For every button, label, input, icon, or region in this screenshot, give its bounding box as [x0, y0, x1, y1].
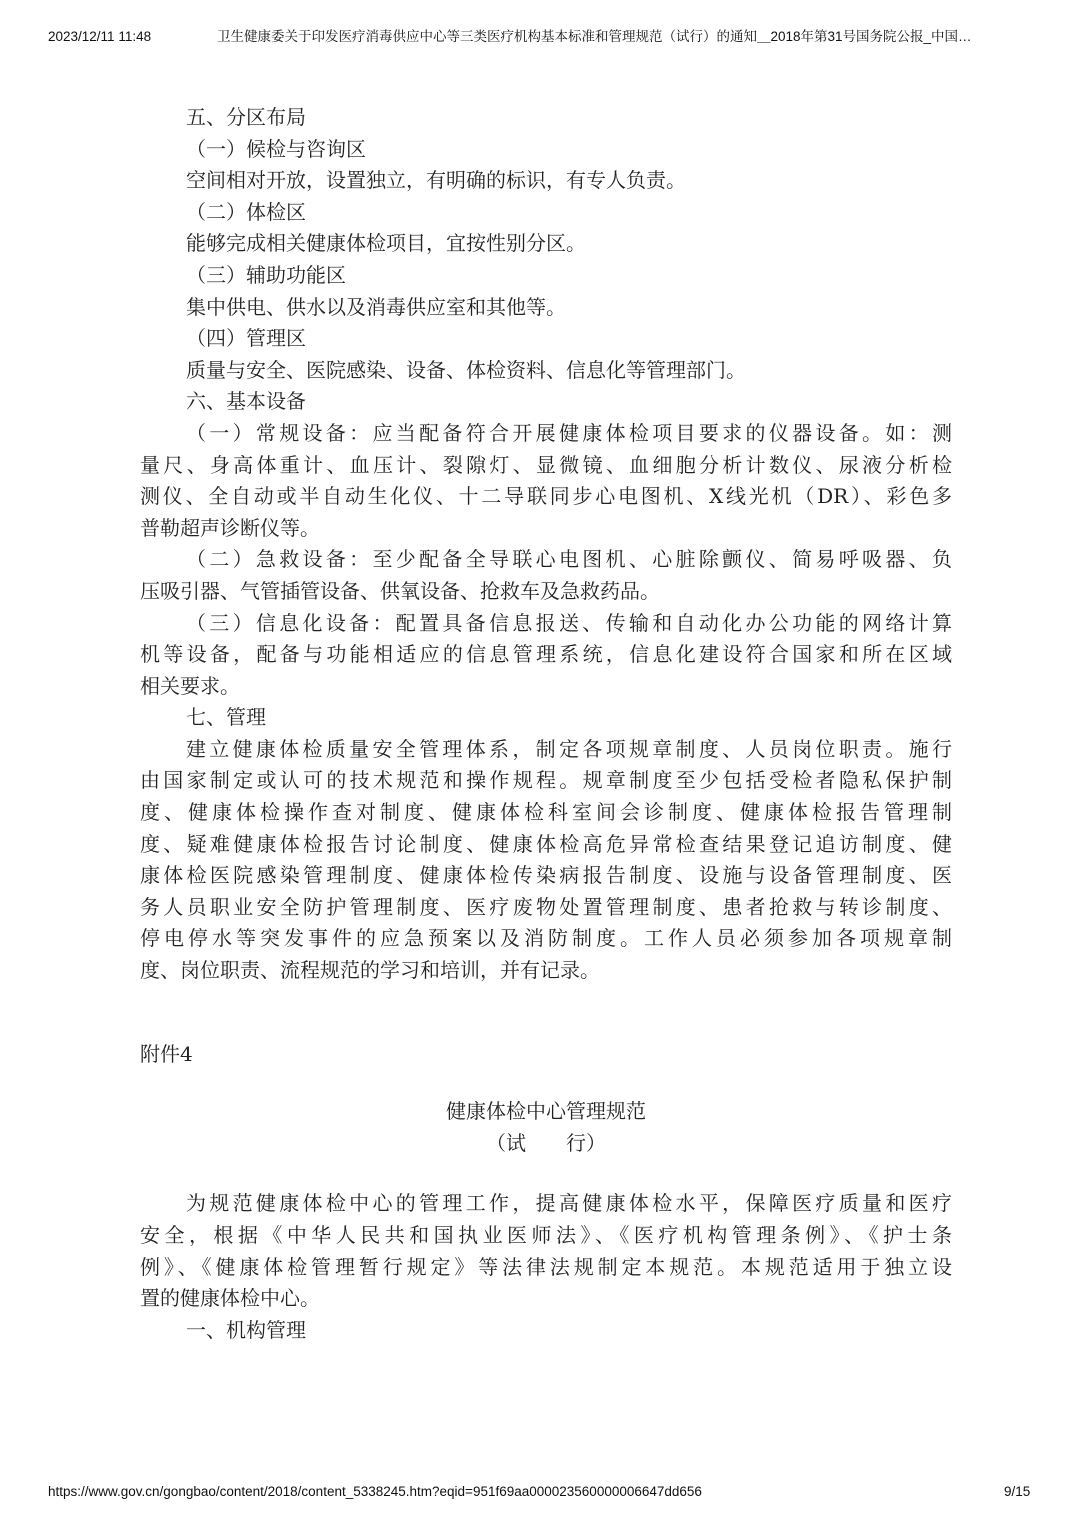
subsection-title: （三）辅助功能区	[186, 262, 346, 287]
subsection-text: 集中供电、供水以及消毒供应室和其他等。	[186, 294, 566, 319]
paragraph-line: （三）信息化设备：配置具备信息报送、传输和自动化办公功能的网络计算	[186, 610, 952, 635]
print-footer-page-number: 9/15	[1004, 1484, 1031, 1499]
paragraph-line: 机等设备，配备与功能相适应的信息管理系统，信息化建设符合国家和所在区域	[140, 642, 952, 667]
paragraph-line: 例》、《健康体检管理暂行规定》等法律法规制定本规范。本规范适用于独立设	[140, 1254, 952, 1279]
attachment-label: 附件4	[140, 1041, 193, 1066]
subsection-title: （四）管理区	[186, 326, 306, 351]
section-heading-6: 六、基本设备	[186, 389, 306, 414]
paragraph-line: 度、疑难健康体检报告讨论制度、健康体检高危异常检查结果登记追访制度、健	[140, 831, 952, 856]
paragraph-line: 建立健康体检质量安全管理体系，制定各项规章制度、人员岗位职责。施行	[186, 736, 952, 761]
paragraph-line: 普勒超声诊断仪等。	[140, 515, 320, 540]
print-footer-url: https://www.gov.cn/gongbao/content/2018/content_5338245.htm?eqid=951f69aa000023560000006647dd656	[48, 1484, 702, 1499]
paragraph-line: 置的健康体检中心。	[140, 1286, 320, 1311]
paragraph-line: 压吸引器、气管插管设备、供氧设备、抢救车及急救药品。	[140, 578, 660, 603]
section-heading-1: 一、机构管理	[186, 1317, 306, 1342]
attachment-subtitle: （试 行）	[486, 1130, 606, 1155]
subsection-text: 能够完成相关健康体检项目，宜按性别分区。	[186, 231, 586, 256]
paragraph-line: 度、岗位职责、流程规范的学习和培训，并有记录。	[140, 958, 600, 983]
section-heading-5: 五、分区布局	[186, 105, 306, 129]
subsection-title: （二）体检区	[186, 199, 306, 224]
paragraph-line: 量尺、身高体重计、血压计、裂隙灯、显微镜、血细胞分析计数仪、尿液分析检	[140, 452, 952, 477]
paragraph-line: 由国家制定或认可的技术规范和操作规程。规章制度至少包括受检者隐私保护制	[140, 768, 952, 793]
paragraph-line: 安全，根据《中华人民共和国执业医师法》、《医疗机构管理条例》、《护士条	[140, 1223, 952, 1247]
paragraph-line: 为规范健康体检中心的管理工作，提高健康体检水平，保障医疗质量和医疗	[186, 1191, 952, 1216]
print-header-datetime: 2023/12/11 11:48	[48, 29, 152, 44]
paragraph-line: 度、健康体检操作查对制度、健康体检科室间会诊制度、健康体检报告管理制	[140, 800, 952, 825]
paragraph-line: 停电停水等突发事件的应急预案以及消防制度。工作人员必须参加各项规章制	[140, 926, 952, 951]
subsection-text: 质量与安全、医院感染、设备、体检资料、信息化等管理部门。	[186, 357, 746, 382]
section-heading-7: 七、管理	[186, 705, 266, 730]
paragraph-line: （二）急救设备：至少配备全导联心电图机、心脏除颤仪、简易呼吸器、负	[186, 547, 952, 572]
attachment-title: 健康体检中心管理规范	[446, 1099, 646, 1124]
paragraph-line: 务人员职业安全防护管理制度、医疗废物处置管理制度、患者抢救与转诊制度、	[140, 894, 952, 919]
subsection-text: 空间相对开放，设置独立，有明确的标识，有专人负责。	[186, 168, 686, 193]
subsection-title: （一）候检与咨询区	[186, 136, 366, 161]
paragraph-line: 测仪、全自动或半自动生化仪、十二导联同步心电图机、X线光机（DR）、彩色多	[140, 484, 952, 509]
paragraph-line: 相关要求。	[140, 673, 240, 698]
paragraph-line: （一）常规设备：应当配备符合开展健康体检项目要求的仪器设备。如：测	[186, 420, 952, 445]
paragraph-line: 康体检医院感染管理制度、健康体检传染病报告制度、设施与设备管理制度、医	[140, 863, 952, 888]
document-body	[140, 102, 952, 1346]
print-header-title: 卫生健康委关于印发医疗消毒供应中心等三类医疗机构基本标准和管理规范（试行）的通知＿2018年第31号国务院公报_中国…	[217, 29, 972, 44]
